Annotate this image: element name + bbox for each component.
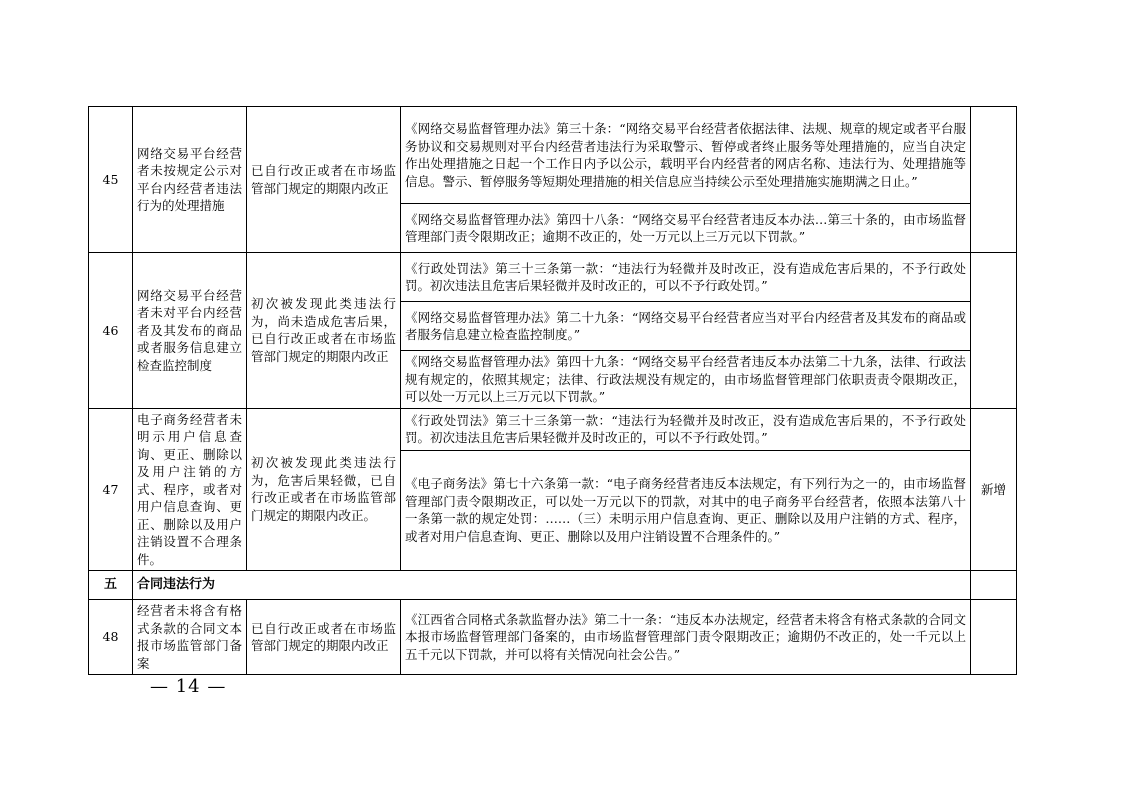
violation-name: 网络交易平台经营者未对平台内经营者及其发布的商品或者服务信息建立检查监控制度: [133, 253, 247, 409]
table-row: [89, 600, 1017, 675]
section-remark: [971, 571, 1017, 600]
row-number: 45: [89, 107, 133, 253]
legal-basis: 《电子商务法》第七十六条第一款：“电子商务经营者违反本法规定，有下列行为之一的，由市场监督管理部门责令限期改正，可以处一万元以下的罚款，对其中的电子商务平台经营者，依照本法第八十一条第一款的规定处罚：……（三）未明示用户信息查询、更正、删除以及用户注销的方式、程序，或者对用户信息查询、更正、删除以及用户注销设置不合理条件的。”: [401, 450, 971, 570]
legal-basis: 《行政处罚法》第三十三条第一款：“违法行为轻微并及时改正，没有造成危害后果的，不予行政处罚。初次违法且危害后果轻微并及时改正的，可以不予行政处罚。”: [401, 253, 971, 302]
row-number: 46: [89, 253, 133, 409]
remark-new: 新增: [971, 408, 1017, 571]
remark: [971, 107, 1017, 253]
regulation-table: [88, 106, 1017, 675]
table-row: [89, 107, 1017, 204]
row-number: 48: [89, 600, 133, 675]
table-row: [89, 408, 1017, 450]
exemption-condition: 已自行改正或者在市场监管部门规定的期限内改正: [247, 600, 401, 675]
row-number: 47: [89, 408, 133, 571]
violation-name: 电子商务经营者未明示用户信息查询、更正、删除以及用户注销的方式、程序，或者对用户信息查询、更正、删除以及用户注销设置不合理条件。: [133, 408, 247, 571]
violation-name: 经营者未将含有格式条款的合同文本报市场监管部门备案: [133, 600, 247, 675]
section-heading-row: [89, 571, 1017, 600]
remark: [971, 600, 1017, 675]
legal-basis: 《网络交易监督管理办法》第四十八条：“网络交易平台经营者违反本办法…第三十条的，由市场监督管理部门责令限期改正；逾期不改正的，处一万元以上三万元以下罚款。”: [401, 204, 971, 253]
legal-basis: 《行政处罚法》第三十三条第一款：“违法行为轻微并及时改正，没有造成危害后果的，不予行政处罚。初次违法且危害后果轻微并及时改正的，可以不予行政处罚。”: [401, 408, 971, 450]
page-number: — 14 —: [150, 676, 227, 697]
legal-basis: 《网络交易监督管理办法》第四十九条：“网络交易平台经营者违反本办法第二十九条，法律、行政法规有规定的，依照其规定；法律、行政法规没有规定的，由市场监督管理部门依职责责令限期改正，可以处一万元以上三万元以下罚款。”: [401, 351, 971, 409]
legal-basis: 《网络交易监督管理办法》第二十九条：“网络交易平台经营者应当对平台内经营者及其发布的商品或者服务信息建立检查监控制度。”: [401, 302, 971, 351]
exemption-condition: 初次被发现此类违法行为，危害后果轻微，已自行改正或者在市场监管部门规定的期限内改正。: [247, 408, 401, 571]
section-title: 合同违法行为: [133, 571, 971, 600]
section-number: 五: [89, 571, 133, 600]
legal-basis: 《江西省合同格式条款监督办法》第二十一条：“违反本办法规定，经营者未将含有格式条款的合同文本报市场监督管理部门备案的，由市场监督管理部门责令限期改正；逾期仍不改正的，处一千元以上五千元以下罚款，并可以将有关情况向社会公告。”: [401, 600, 971, 675]
legal-basis: 《网络交易监督管理办法》第三十条：“网络交易平台经营者依据法律、法规、规章的规定或者平台服务协议和交易规则对平台内经营者违法行为采取警示、暂停或者终止服务等处理措施的，应当自决定作出处理措施之日起一个工作日内予以公示，载明平台内经营者的网店名称、违法行为、处理措施等信息。警示、暂停服务等短期处理措施的相关信息应当持续公示至处理措施实施期满之日止。”: [401, 107, 971, 204]
table-row: [89, 253, 1017, 302]
violation-name: 网络交易平台经营者未按规定公示对平台内经营者违法行为的处理措施: [133, 107, 247, 253]
exemption-condition: 已自行改正或者在市场监管部门规定的期限内改正: [247, 107, 401, 253]
exemption-condition: 初次被发现此类违法行为，尚未造成危害后果，已自行改正或者在市场监管部门规定的期限内改正: [247, 253, 401, 409]
remark: [971, 253, 1017, 409]
